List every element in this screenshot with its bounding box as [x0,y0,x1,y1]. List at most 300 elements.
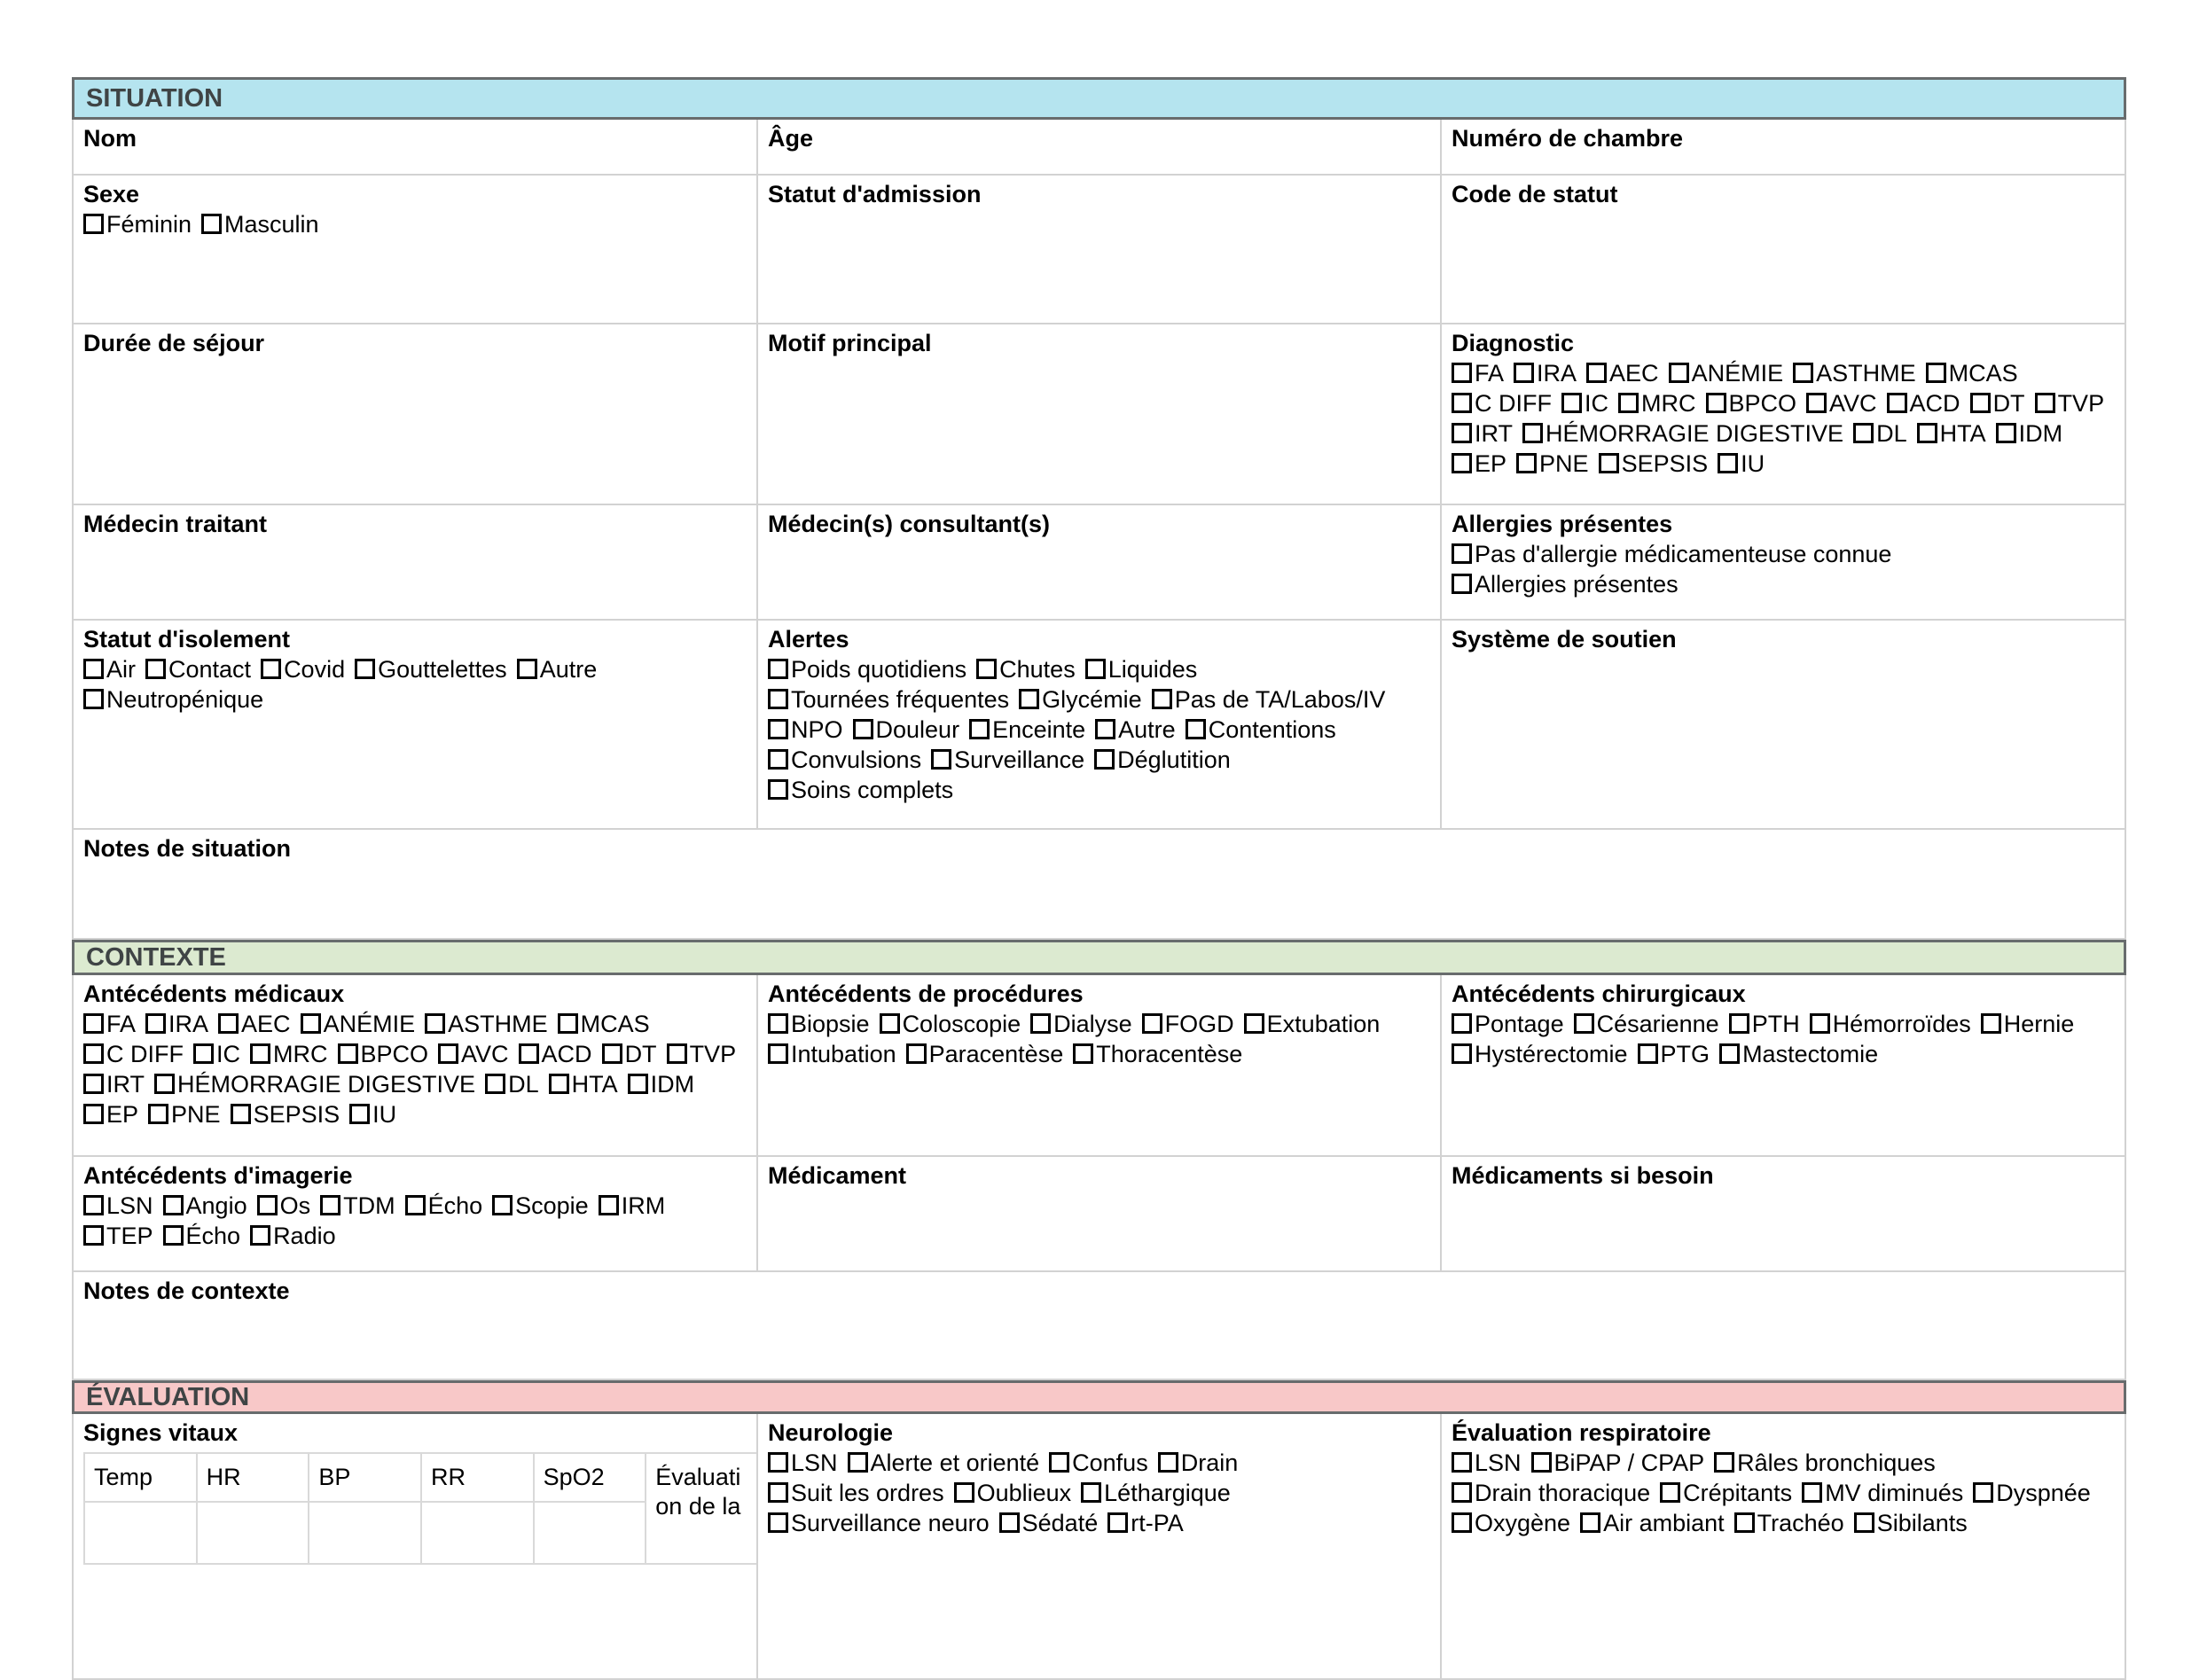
checkbox-icon[interactable] [485,1074,505,1094]
checkbox-option[interactable] [549,1069,618,1099]
checkbox-option[interactable] [1030,1009,1132,1039]
checkbox-option[interactable] [1094,745,1231,775]
checkbox-icon[interactable] [1186,719,1206,739]
checkbox-option[interactable] [768,715,843,745]
checkbox-label: Coloscopie [902,1011,1021,1037]
cell-signes-vitaux[interactable] [72,1414,758,1680]
checkbox-icon[interactable] [1574,1013,1594,1034]
checkbox-option[interactable] [1729,1009,1800,1039]
checkbox-icon[interactable] [1810,1013,1830,1034]
cell-medecin-traitant[interactable] [72,505,758,621]
checkbox-option[interactable] [880,1009,1021,1039]
checkbox-option[interactable] [1452,1508,1570,1538]
vitals-col-temp[interactable]: Temp [84,1453,197,1502]
checkbox-icon[interactable] [231,1104,251,1124]
checkbox-option[interactable] [1638,1039,1710,1069]
checkbox-option[interactable] [485,1069,539,1099]
cell-antecedents-procedures[interactable] [758,975,1442,1157]
checkbox-option[interactable] [148,1099,221,1129]
checkbox-icon[interactable] [1981,1013,2001,1034]
checkbox-option[interactable] [667,1039,737,1069]
cell-code-statut[interactable] [1442,176,2126,324]
checkbox-icon[interactable] [954,1482,974,1503]
checkbox-icon[interactable] [1714,1452,1734,1473]
checkbox-option[interactable] [954,1478,1072,1508]
checkbox-icon[interactable] [1793,363,1813,383]
cell-medicaments-si-besoin[interactable] [1442,1157,2126,1272]
checkbox-option[interactable] [250,1039,328,1069]
checkbox-icon[interactable] [1854,1512,1874,1533]
checkbox-icon[interactable] [768,749,788,770]
checkbox-icon[interactable] [163,1225,184,1246]
checkbox-option[interactable] [261,654,345,684]
checkbox-icon[interactable] [976,659,997,679]
checkbox-option[interactable] [768,745,921,775]
checkbox-icon[interactable] [517,659,537,679]
checkbox-option[interactable] [1660,1478,1792,1508]
checkbox-option[interactable] [768,684,1009,715]
checkbox-group-evaluation-respiratoire [1452,1448,2116,1538]
checkbox-icon[interactable] [1452,1013,1472,1034]
checkbox-option[interactable] [154,1069,475,1099]
checkbox-option[interactable] [1917,418,1986,449]
checkbox-icon[interactable] [154,1074,175,1094]
checkbox-icon[interactable] [1152,689,1172,709]
vitals-col-rr[interactable]: RR [421,1453,534,1502]
checkbox-option[interactable] [768,1039,896,1069]
checkbox-option[interactable] [1522,418,1843,449]
field-label: Médicament [768,1162,907,1189]
checkbox-icon[interactable] [1095,719,1115,739]
checkbox-icon[interactable] [349,1104,370,1124]
field-label: Antécédents chirurgicaux [1452,981,1746,1007]
checkbox-option[interactable] [1452,449,1506,479]
checkbox-icon[interactable] [83,689,104,709]
checkbox-icon[interactable] [848,1452,868,1473]
checkbox-option[interactable] [83,1099,138,1129]
vitals-col-hr[interactable]: HR [197,1453,309,1502]
checkbox-icon[interactable] [1926,363,1946,383]
checkbox-icon[interactable] [1996,423,2016,443]
checkbox-icon[interactable] [558,1013,578,1034]
checkbox-icon[interactable] [83,1013,104,1034]
checkbox-icon[interactable] [1452,423,1472,443]
checkbox-icon[interactable] [1030,1013,1051,1034]
field-label: Motif principal [768,330,932,356]
vitals-col-evaluation[interactable]: Évaluation de la [646,1453,758,1564]
checkbox-option[interactable] [257,1191,311,1221]
checkbox-option[interactable] [1244,1009,1381,1039]
checkbox-option[interactable] [853,715,960,745]
checkbox-icon[interactable] [1073,1043,1093,1064]
checkbox-option[interactable] [1793,358,1916,388]
checkbox-icon[interactable] [1452,453,1472,473]
checkbox-icon[interactable] [1452,363,1472,383]
checkbox-icon[interactable] [1019,689,1039,709]
checkbox-option[interactable] [1452,1009,1564,1039]
checkbox-option[interactable] [517,654,598,684]
checkbox-option[interactable] [83,209,192,239]
checkbox-icon[interactable] [148,1104,168,1124]
checkbox-icon[interactable] [1081,1482,1101,1503]
checkbox-option[interactable] [848,1448,1040,1478]
checkbox-icon[interactable] [250,1043,270,1064]
checkbox-icon[interactable] [1802,1482,1822,1503]
checkbox-label: Glycémie [1042,686,1142,713]
checkbox-icon[interactable] [320,1195,340,1215]
checkbox-icon[interactable] [1142,1013,1162,1034]
checkbox-icon[interactable] [1452,1482,1472,1503]
checkbox-icon[interactable] [880,1013,900,1034]
checkbox-option[interactable] [1718,449,1765,479]
checkbox-icon[interactable] [355,659,375,679]
cell-medicament[interactable] [758,1157,1442,1272]
checkbox-icon[interactable] [999,1512,1020,1533]
checkbox-label: Poids quotidiens [791,656,967,683]
checkbox-label: Hémorroïdes [1832,1011,1971,1037]
checkbox-icon[interactable] [1514,363,1534,383]
checkbox-option[interactable] [976,654,1076,684]
checkbox-icon[interactable] [83,659,104,679]
checkbox-option[interactable] [1019,684,1142,715]
field-label: Allergies présentes [1452,511,1673,537]
checkbox-icon[interactable] [768,1512,788,1533]
checkbox-option[interactable] [1107,1508,1184,1538]
checkbox-option[interactable] [231,1099,340,1129]
cell-sexe[interactable] [72,176,758,324]
checkbox-label: NPO [791,716,843,743]
checkbox-option[interactable] [1599,449,1709,479]
checkbox-option[interactable] [558,1009,650,1039]
checkbox-option[interactable] [1853,418,1907,449]
checkbox-label: MRC [1641,390,1696,417]
checkbox-label: Déglutition [1117,746,1231,773]
checkbox-icon[interactable] [218,1013,239,1034]
checkbox-icon[interactable] [1094,749,1115,770]
checkbox-icon[interactable] [1452,574,1472,594]
checkbox-icon[interactable] [1452,1452,1472,1473]
checkbox-icon[interactable] [519,1043,539,1064]
checkbox-option[interactable] [355,654,507,684]
checkbox-icon[interactable] [1107,1512,1128,1533]
checkbox-option[interactable] [999,1508,1099,1538]
checkbox-option[interactable] [1714,1448,1936,1478]
checkbox-option[interactable] [1452,388,1552,418]
checkbox-option[interactable] [1516,449,1589,479]
checkbox-icon[interactable] [768,1452,788,1473]
checkbox-icon[interactable] [261,659,281,679]
checkbox-option[interactable] [1158,1448,1239,1478]
cell-evaluation-respiratoire[interactable] [1442,1414,2126,1680]
checkbox-icon[interactable] [768,1013,788,1034]
vitals-col-spo2[interactable]: SpO2 [534,1453,646,1502]
checkbox-option[interactable] [768,1009,870,1039]
checkbox-option[interactable] [83,1191,153,1221]
checkbox-icon[interactable] [83,1225,104,1246]
checkbox-icon[interactable] [2035,393,2055,413]
checkbox-option[interactable] [438,1039,509,1069]
checkbox-option[interactable] [628,1069,695,1099]
checkbox-option[interactable] [1926,358,2018,388]
checkbox-icon[interactable] [145,659,166,679]
checkbox-label: Hystérectomie [1475,1041,1628,1067]
checkbox-option[interactable] [1152,684,1386,715]
checkbox-icon[interactable] [1586,363,1607,383]
checkbox-icon[interactable] [599,1195,619,1215]
checkbox-icon[interactable] [768,659,788,679]
checkbox-icon[interactable] [1706,393,1726,413]
cell-systeme-soutien[interactable] [1442,621,2126,830]
cell-statut-admission[interactable] [758,176,1442,324]
checkbox-label: Enceinte [992,716,1086,743]
checkbox-option[interactable] [1452,569,2116,599]
checkbox-option[interactable] [83,684,263,715]
checkbox-icon[interactable] [1719,1043,1740,1064]
section-header-contexte [72,940,2126,975]
checkbox-icon[interactable] [1718,453,1738,473]
checkbox-option[interactable] [1073,1039,1242,1069]
cell-motif-principal[interactable] [758,324,1442,505]
checkbox-icon[interactable] [1806,393,1827,413]
checkbox-option[interactable] [349,1099,396,1129]
cell-notes-contexte[interactable] [72,1272,2126,1380]
checkbox-option[interactable] [599,1191,666,1221]
checkbox-option[interactable] [969,715,1085,745]
checkbox-group-diagnostic [1452,358,2116,479]
checkbox-option[interactable] [1806,388,1877,418]
checkbox-option[interactable] [1734,1508,1844,1538]
checkbox-label: HTA [571,1071,618,1098]
checkbox-option[interactable] [338,1039,429,1069]
checkbox-option[interactable] [602,1039,657,1069]
checkbox-icon[interactable] [1452,393,1472,413]
checkbox-option[interactable] [145,654,251,684]
checkbox-option[interactable] [163,1191,247,1221]
checkbox-icon[interactable] [163,1195,184,1215]
checkbox-option[interactable] [1514,358,1577,388]
checkbox-icon[interactable] [1244,1013,1264,1034]
checkbox-icon[interactable] [768,1482,788,1503]
checkbox-option[interactable] [768,1448,838,1478]
cell-antecedents-medicaux[interactable] [72,975,758,1157]
vitals-table [83,1452,758,1565]
checkbox-label: Chutes [999,656,1076,683]
checkbox-option[interactable] [1452,358,1504,388]
checkbox-icon[interactable] [257,1195,278,1215]
checkbox-option[interactable] [163,1221,241,1251]
checkbox-icon[interactable] [193,1043,214,1064]
checkbox-icon[interactable] [438,1043,458,1064]
checkbox-icon[interactable] [768,689,788,709]
checkbox-option[interactable] [1580,1508,1725,1538]
checkbox-icon[interactable] [492,1195,513,1215]
checkbox-label: IRT [106,1071,145,1098]
checkbox-option[interactable] [250,1221,336,1251]
checkbox-icon[interactable] [1049,1452,1069,1473]
checkbox-option[interactable] [768,654,966,684]
checkbox-icon[interactable] [338,1043,358,1064]
checkbox-icon[interactable] [201,214,222,234]
cell-age[interactable] [758,120,1442,176]
cell-alertes[interactable] [758,621,1442,830]
checkbox-option[interactable] [768,1478,944,1508]
checkbox-option[interactable] [1142,1009,1234,1039]
field-label: Code de statut [1452,181,1618,207]
checkbox-option[interactable] [931,745,1084,775]
checkbox-icon[interactable] [83,1074,104,1094]
checkbox-option[interactable] [405,1191,483,1221]
checkbox-option[interactable] [83,1039,184,1069]
checkbox-icon[interactable] [906,1043,927,1064]
checkbox-option[interactable] [1452,1039,1628,1069]
checkbox-option[interactable] [83,654,136,684]
checkbox-icon[interactable] [931,749,951,770]
checkbox-icon[interactable] [768,719,788,739]
checkbox-option[interactable] [218,1009,291,1039]
cell-antecedents-chirurgicaux[interactable] [1442,975,2126,1157]
checkbox-option[interactable] [1452,539,2116,569]
checkbox-option[interactable] [1531,1448,1705,1478]
checkbox-option[interactable] [768,1508,990,1538]
checkbox-icon[interactable] [1973,1482,1993,1503]
checkbox-option[interactable] [1561,388,1608,418]
checkbox-icon[interactable] [1516,453,1537,473]
checkbox-label: Air [106,656,136,683]
checkbox-option[interactable] [1996,418,2063,449]
cell-numero-chambre[interactable] [1442,120,2126,176]
checkbox-group-isolement [83,654,747,715]
checkbox-icon[interactable] [425,1013,445,1034]
checkbox-label: TVP [2057,390,2105,417]
checkbox-option[interactable] [1669,358,1784,388]
checkbox-icon[interactable] [83,1104,104,1124]
checkbox-icon[interactable] [1452,1043,1472,1064]
checkbox-icon[interactable] [768,1043,788,1064]
checkbox-icon[interactable] [1085,659,1106,679]
checkbox-icon[interactable] [83,214,104,234]
checkbox-label: Contact [168,656,252,683]
cell-statut-isolement[interactable] [72,621,758,830]
checkbox-icon[interactable] [1561,393,1582,413]
checkbox-option[interactable] [301,1009,416,1039]
checkbox-option[interactable] [1452,418,1513,449]
checkbox-option[interactable] [1618,388,1696,418]
checkbox-icon[interactable] [1531,1452,1552,1473]
checkbox-option[interactable] [1981,1009,2075,1039]
checkbox-icon[interactable] [628,1074,648,1094]
checkbox-option[interactable] [1586,358,1659,388]
checkbox-icon[interactable] [1638,1043,1658,1064]
checkbox-icon[interactable] [1452,1512,1472,1533]
checkbox-icon[interactable] [1522,423,1543,443]
checkbox-option[interactable] [425,1009,548,1039]
checkbox-icon[interactable] [250,1225,270,1246]
checkbox-icon[interactable] [301,1013,321,1034]
checkbox-label: ASTHME [448,1011,548,1037]
checkbox-option[interactable] [1095,715,1176,745]
checkbox-option[interactable] [492,1191,589,1221]
checkbox-group-sexe [83,209,747,239]
checkbox-icon[interactable] [969,719,990,739]
cell-notes-situation[interactable] [72,830,2126,940]
checkbox-option[interactable] [1810,1009,1971,1039]
checkbox-icon[interactable] [83,1043,104,1064]
checkbox-option[interactable] [1802,1478,1963,1508]
cell-duree-sejour[interactable] [72,324,758,505]
checkbox-icon[interactable] [1599,453,1619,473]
cell-diagnostic[interactable] [1442,324,2126,505]
checkbox-icon[interactable] [1618,393,1639,413]
checkbox-icon[interactable] [83,1195,104,1215]
checkbox-icon[interactable] [1660,1482,1680,1503]
checkbox-option[interactable] [1081,1478,1231,1508]
checkbox-option[interactable] [1719,1039,1878,1069]
vitals-col-bp[interactable]: BP [309,1453,421,1502]
checkbox-option[interactable] [320,1191,395,1221]
checkbox-label: Trachéo [1757,1510,1844,1536]
checkbox-icon[interactable] [1158,1452,1178,1473]
checkbox-icon[interactable] [1729,1013,1749,1034]
checkbox-label: Pas d'allergie médicamenteuse connue [1475,541,1892,567]
checkbox-option[interactable] [83,1221,153,1251]
checkbox-option[interactable] [1970,388,2025,418]
checkbox-icon[interactable] [667,1043,687,1064]
checkbox-label: Neutropénique [106,686,264,713]
checkbox-icon[interactable] [768,779,788,800]
checkbox-option[interactable] [83,1069,145,1099]
checkbox-option[interactable] [1049,1448,1148,1478]
checkbox-option[interactable] [193,1039,240,1069]
checkbox-option[interactable] [1574,1009,1719,1039]
checkbox-icon[interactable] [1452,543,1472,564]
cell-neurologie[interactable] [758,1414,1442,1680]
checkbox-icon[interactable] [1887,393,1907,413]
checkbox-label: Surveillance neuro [791,1510,990,1536]
checkbox-icon[interactable] [1580,1512,1600,1533]
checkbox-option[interactable] [519,1039,592,1069]
checkbox-option[interactable] [1973,1478,2091,1508]
checkbox-option[interactable] [1887,388,1960,418]
checkbox-option[interactable] [906,1039,1064,1069]
checkbox-icon[interactable] [1669,363,1689,383]
cell-allergies-presentes[interactable] [1442,505,2126,621]
checkbox-icon[interactable] [602,1043,622,1064]
checkbox-icon[interactable] [1853,423,1874,443]
checkbox-icon[interactable] [1917,423,1937,443]
checkbox-icon[interactable] [405,1195,426,1215]
checkbox-option[interactable] [201,209,319,239]
checkbox-option[interactable] [2035,388,2105,418]
checkbox-option[interactable] [1085,654,1198,684]
checkbox-icon[interactable] [1970,393,1991,413]
cell-nom[interactable] [72,120,758,176]
checkbox-option[interactable] [1452,1448,1522,1478]
checkbox-option[interactable] [145,1009,208,1039]
cell-antecedents-imagerie[interactable] [72,1157,758,1272]
checkbox-icon[interactable] [145,1013,166,1034]
checkbox-option[interactable] [1452,1478,1650,1508]
checkbox-option[interactable] [1706,388,1797,418]
checkbox-option[interactable] [83,1009,136,1039]
cell-medecins-consultants[interactable] [758,505,1442,621]
checkbox-label: IU [372,1101,397,1128]
checkbox-icon[interactable] [549,1074,569,1094]
checkbox-option[interactable] [768,775,953,805]
checkbox-icon[interactable] [853,719,873,739]
checkbox-icon[interactable] [1734,1512,1755,1533]
checkbox-option[interactable] [1854,1508,1968,1538]
checkbox-option[interactable] [1186,715,1336,745]
